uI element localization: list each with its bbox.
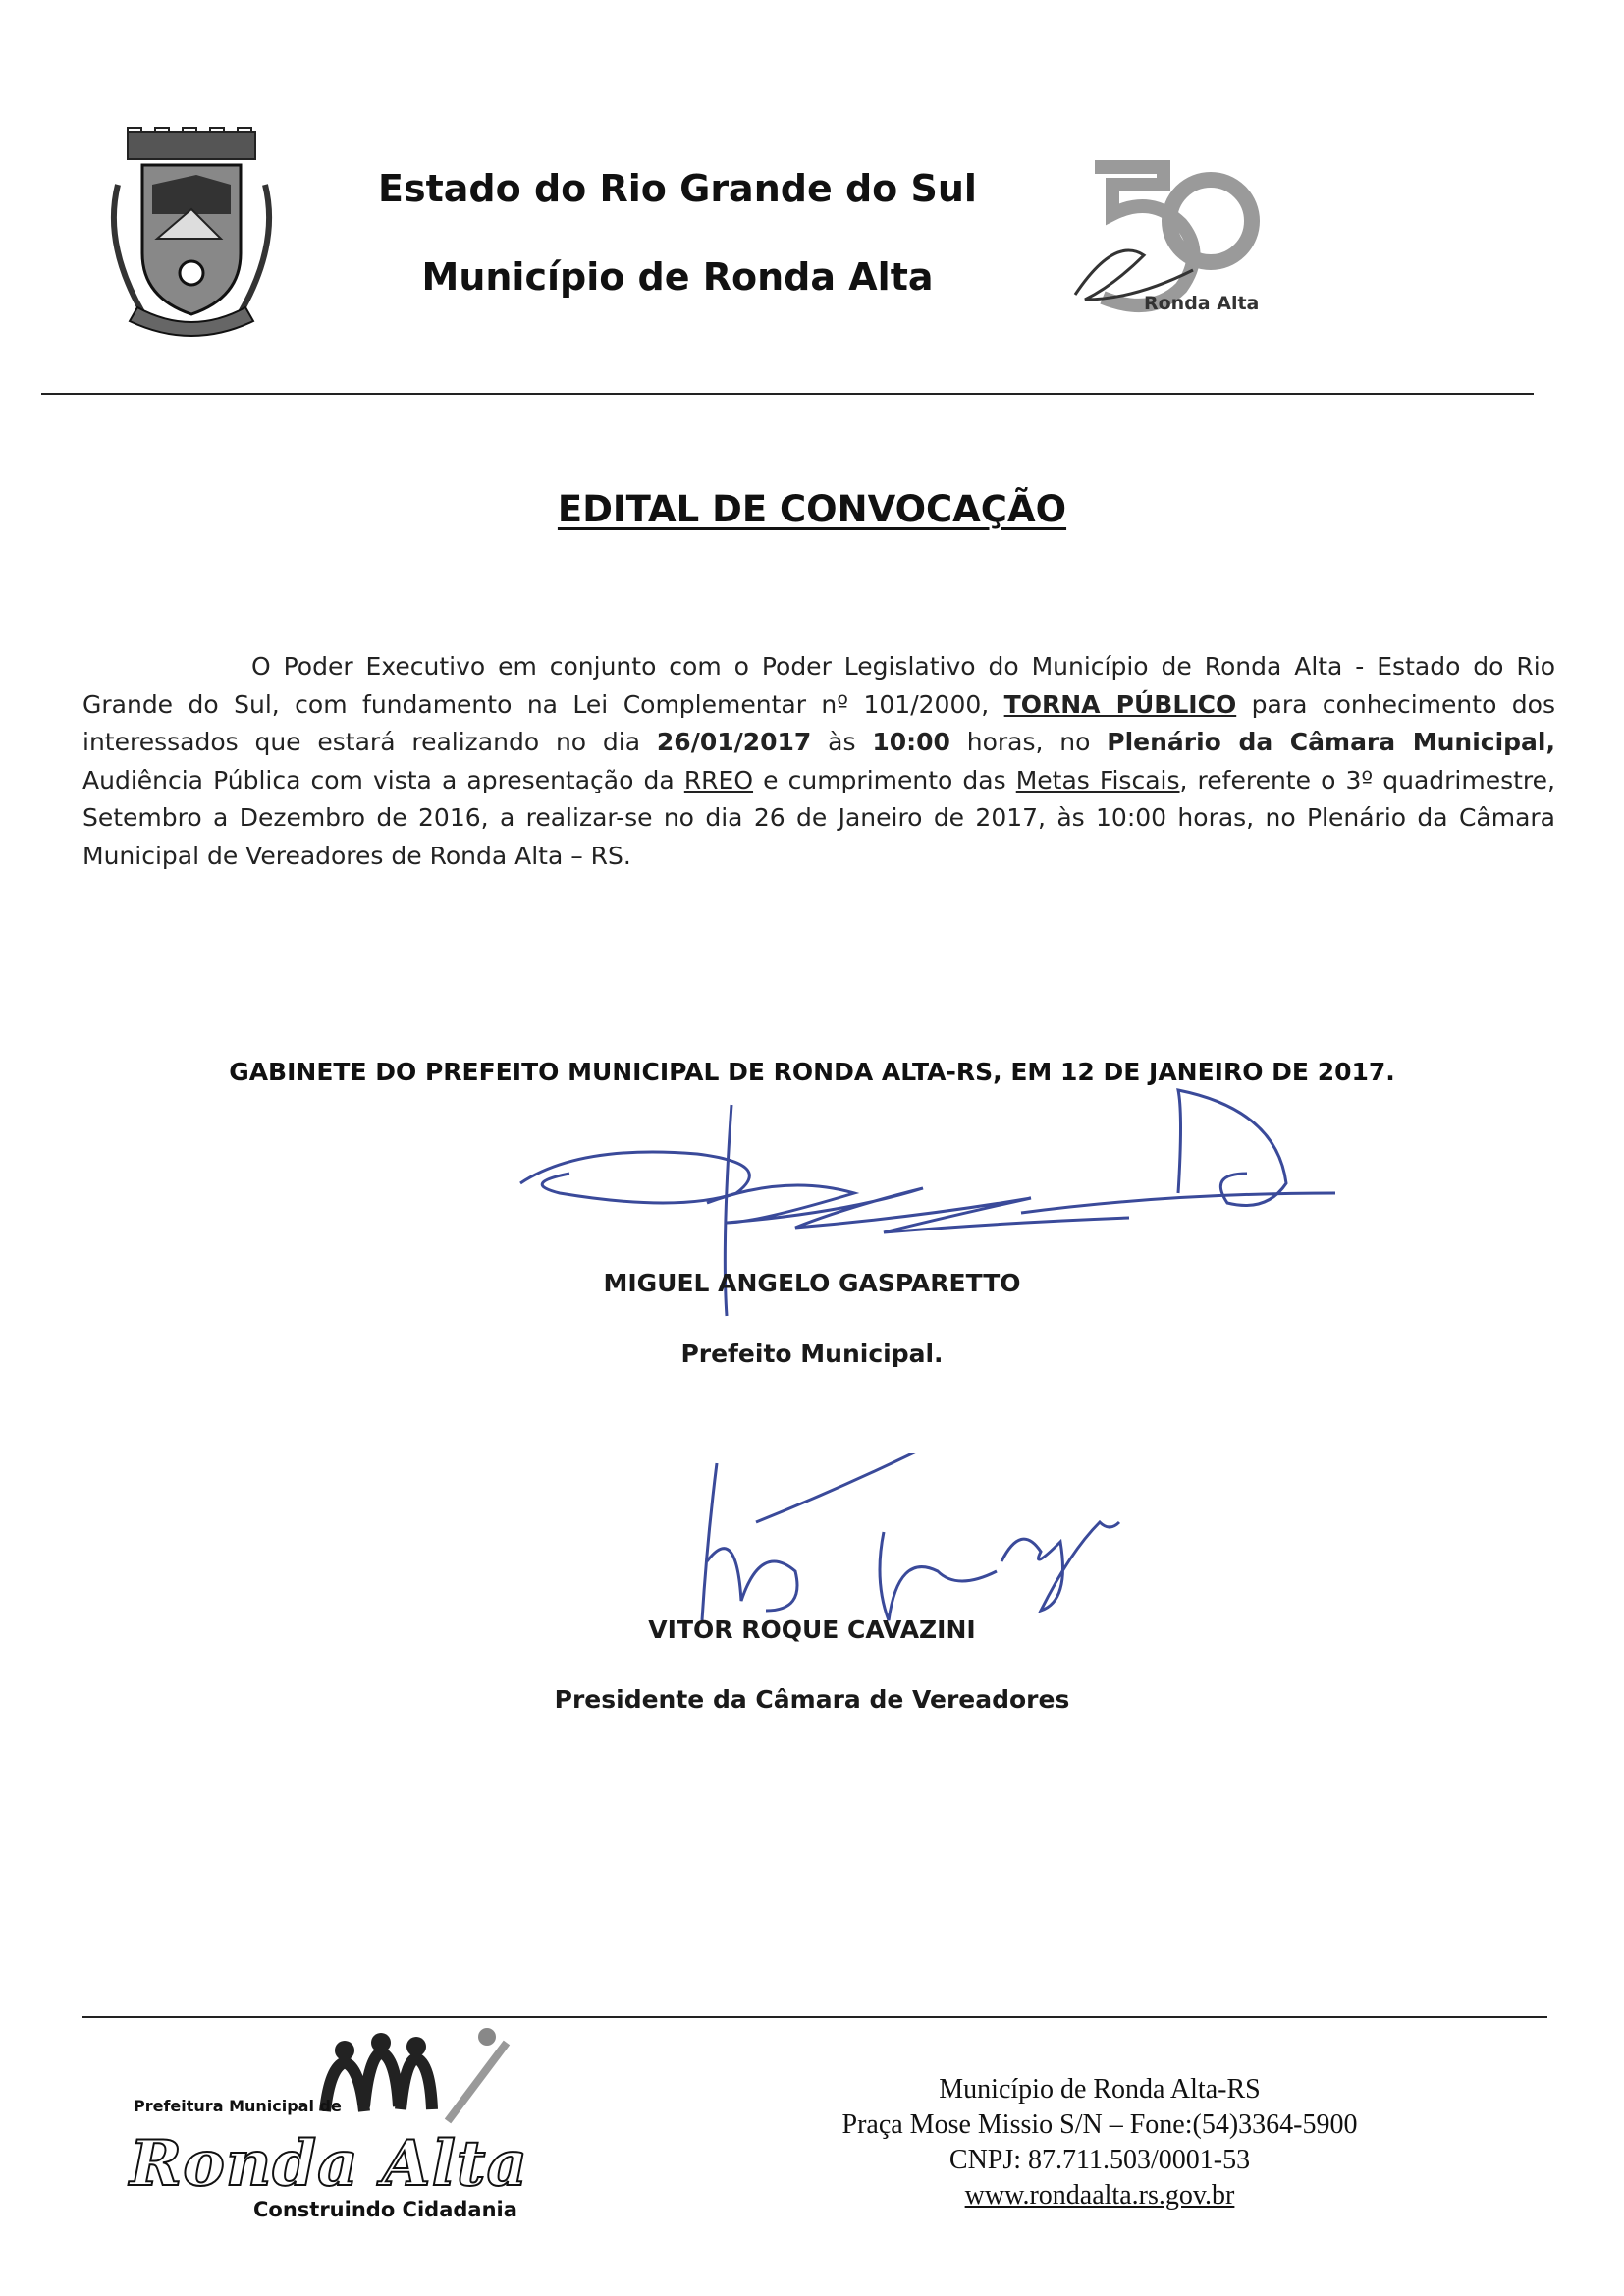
body-part-4: horas, no [949, 728, 1108, 757]
signatory-mayor-role: Prefeito Municipal. [680, 1339, 944, 1368]
event-place: Plenário da Câmara Municipal, [1107, 728, 1555, 757]
rreo: RREO [683, 765, 754, 794]
footer-address [805, 2072, 1394, 2214]
header-divider [41, 393, 1534, 395]
event-date: 26/01/2017 [656, 728, 812, 757]
body-part-1: O Poder Executivo em conjunto com o Poder Legislativo do Município de Ronda Alta - Estado do Rio Grande do Sul, com fundamento na Lei Complementar nº 101/2000, [82, 652, 1555, 719]
torna-publico: TORNA PÚBLICO [1003, 689, 1237, 719]
metas-fiscais: Metas Fiscais [1015, 765, 1180, 794]
footer-divider [82, 2016, 1547, 2018]
signatory-council-signature-icon [648, 1453, 1159, 1630]
body-part-3: às [811, 728, 873, 757]
body-part-6: e cumprimento das [753, 765, 1016, 794]
gabinete-line: GABINETE DO PREFEITO MUNICIPAL DE RONDA ALTA-RS, EM 12 DE JANEIRO DE 2017. [229, 1058, 1395, 1086]
coat-of-arms-icon [98, 126, 285, 342]
document-title [0, 488, 1624, 530]
anniversary-label: Ronda Alta [1144, 293, 1260, 314]
header-municipality: Município de Ronda Alta [421, 255, 934, 299]
body-part-7: , referente o 3º quadrimestre, Setembro a Dezembro de 2016, a realizar-se no dia 26 de Janeiro de 2017, às 10:00 horas, no Plenário da Câmara Municipal de Vereadores de Ronda Alta – RS. [82, 765, 1555, 870]
footer-address-line-3: CNPJ: 87.711.503/0001-53 [948, 2145, 1251, 2175]
footer-address-line-2: Praça Mose Missio S/N – Fone:(54)3364-5900 [841, 2109, 1358, 2140]
footer-logo-tagline: Construindo Cidadania [253, 2198, 517, 2221]
signatory-council-name: VITOR ROQUE CAVAZINI [648, 1615, 976, 1644]
footer-website-link[interactable]: www.rondaalta.rs.gov.br [964, 2180, 1235, 2211]
header-state: Estado do Rio Grande do Sul [378, 167, 977, 210]
footer-logo-small-text: Prefeitura Municipal de [134, 2097, 342, 2115]
body-part-5: Audiência Pública com vista a apresentação da [82, 765, 684, 794]
body-part-2: para conhecimento dos interessados que estará realizando no dia [82, 689, 1555, 757]
header [353, 167, 1001, 299]
document-title-text: EDITAL DE CONVOCAÇÃO [557, 488, 1067, 530]
footer-address-line-1: Município de Ronda Alta-RS [939, 2074, 1261, 2105]
signatory-council-role: Presidente da Câmara de Vereadores [554, 1685, 1070, 1714]
footer-logo-script-text: Ronda Alta [130, 2127, 528, 2201]
event-time: 10:00 [872, 728, 950, 757]
body-paragraph [82, 648, 1555, 876]
signatory-mayor-name: MIGUEL ANGELO GASPARETTO [603, 1269, 1021, 1297]
